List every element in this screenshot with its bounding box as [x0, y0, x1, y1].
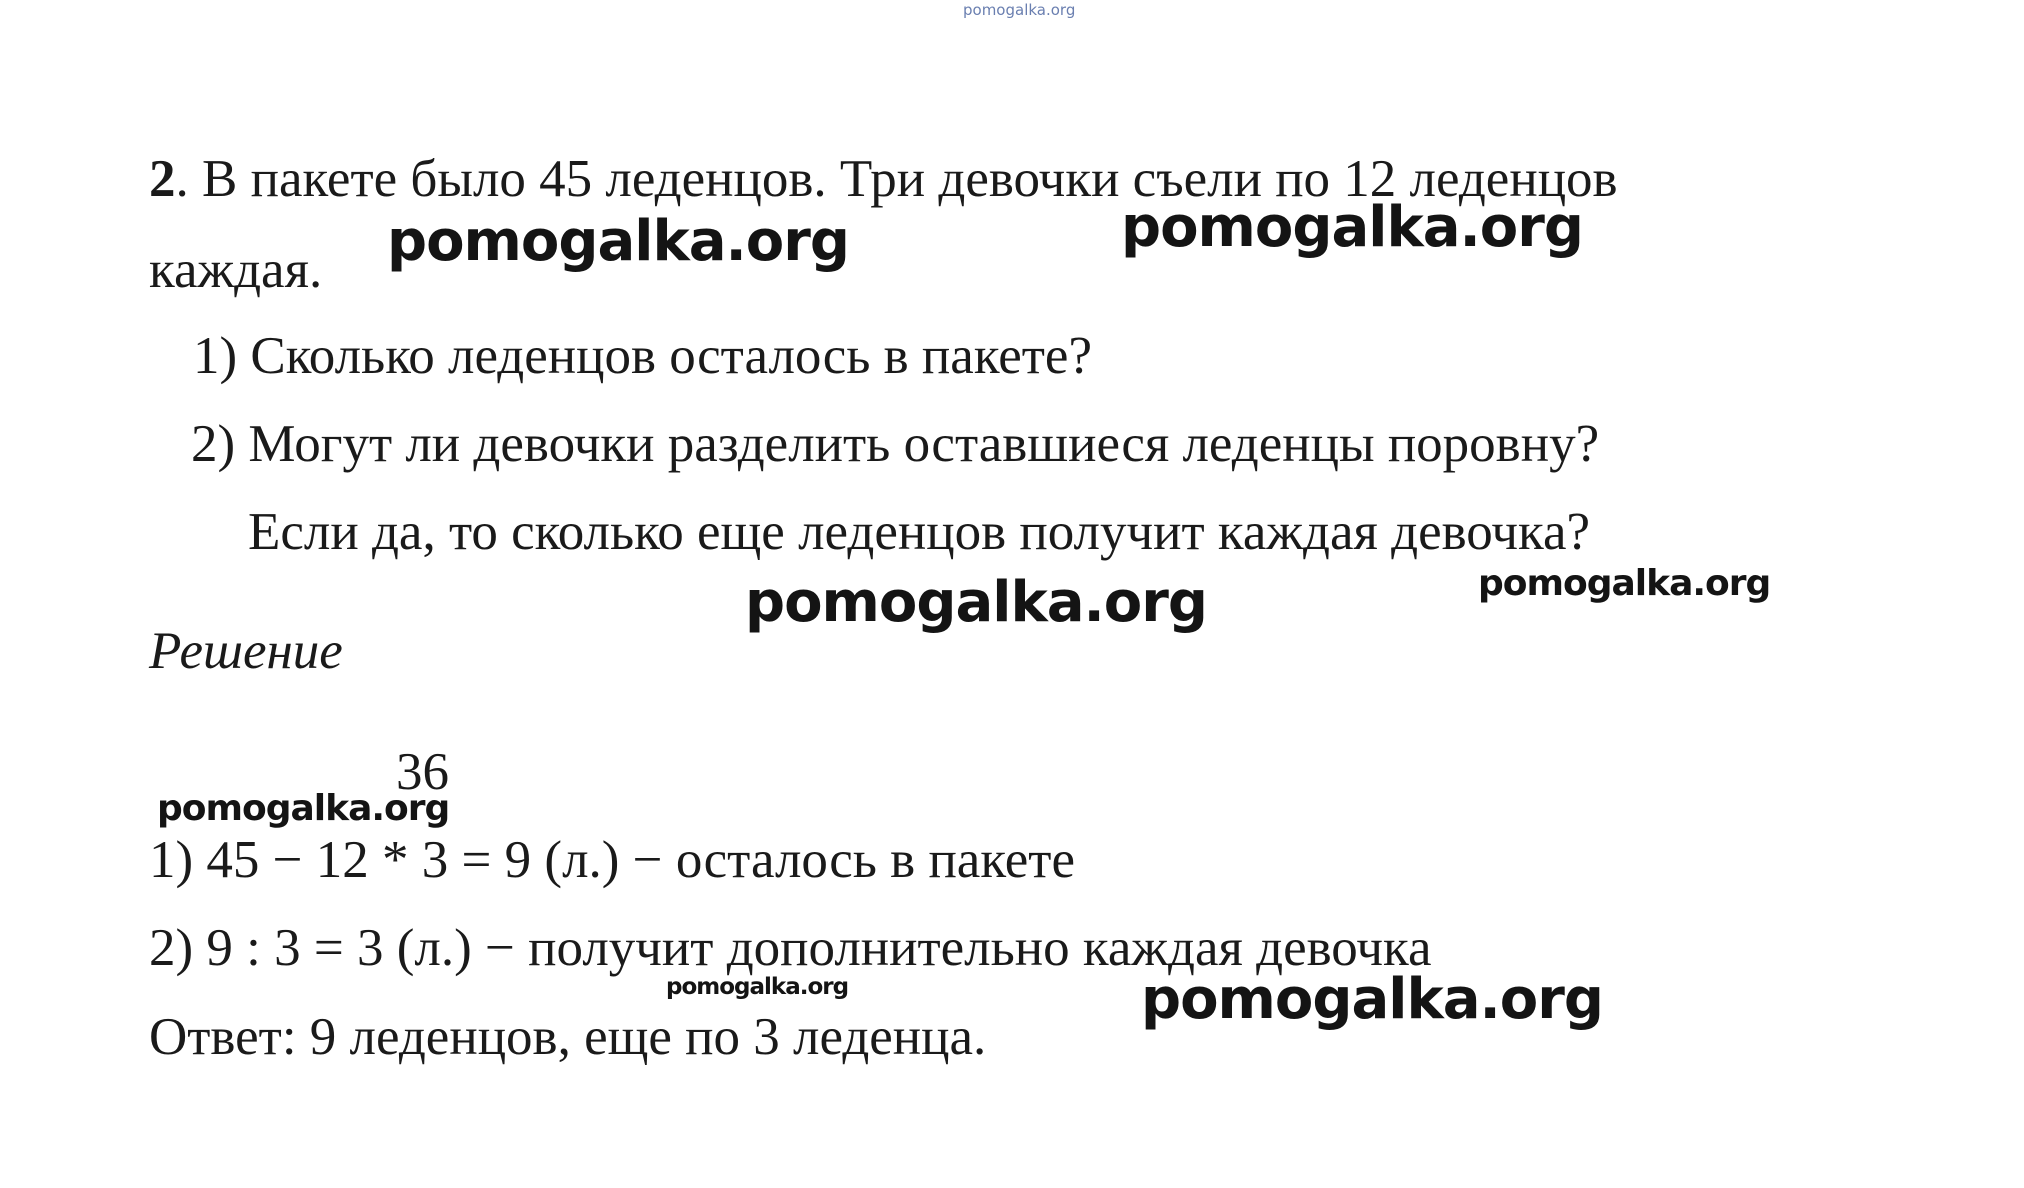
question-1: 1) Сколько леденцов осталось в пакете? — [193, 327, 1092, 385]
problem-text-line-1: . В пакете было 45 леденцов. Три девочки съели по 12 леденцов — [175, 150, 1618, 208]
watermark: pomogalka.org — [1141, 967, 1603, 1032]
problem-number: 2 — [149, 150, 176, 208]
header-site-mark: pomogalka.org — [963, 1, 1076, 19]
solution-answer: Ответ: 9 леденцов, еще по 3 леденца. — [149, 1008, 987, 1066]
watermark: pomogalka.org — [157, 788, 450, 829]
solution-step-2: 2) 9 : 3 = 3 (л.) − получит дополнительно каждая девочка — [149, 919, 1432, 977]
solution-step-1: 1) 45 − 12 * 3 = 9 (л.) − осталось в пакете — [149, 831, 1075, 889]
solution-heading: Решение — [149, 622, 343, 680]
solution-intermediate-value: 36 — [396, 743, 449, 801]
watermark: pomogalka.org — [1478, 563, 1771, 604]
watermark: pomogalka.org — [387, 209, 849, 274]
question-2-continuation: Если да, то сколько еще леденцов получит каждая девочка? — [248, 503, 1591, 561]
question-2: 2) Могут ли девочки разделить оставшиеся леденцы поровну? — [191, 415, 1600, 473]
watermark: pomogalka.org — [1121, 195, 1583, 260]
watermark: pomogalka.org — [745, 570, 1207, 635]
watermark: pomogalka.org — [666, 974, 849, 1000]
problem-line-2: каждая. — [149, 241, 323, 299]
